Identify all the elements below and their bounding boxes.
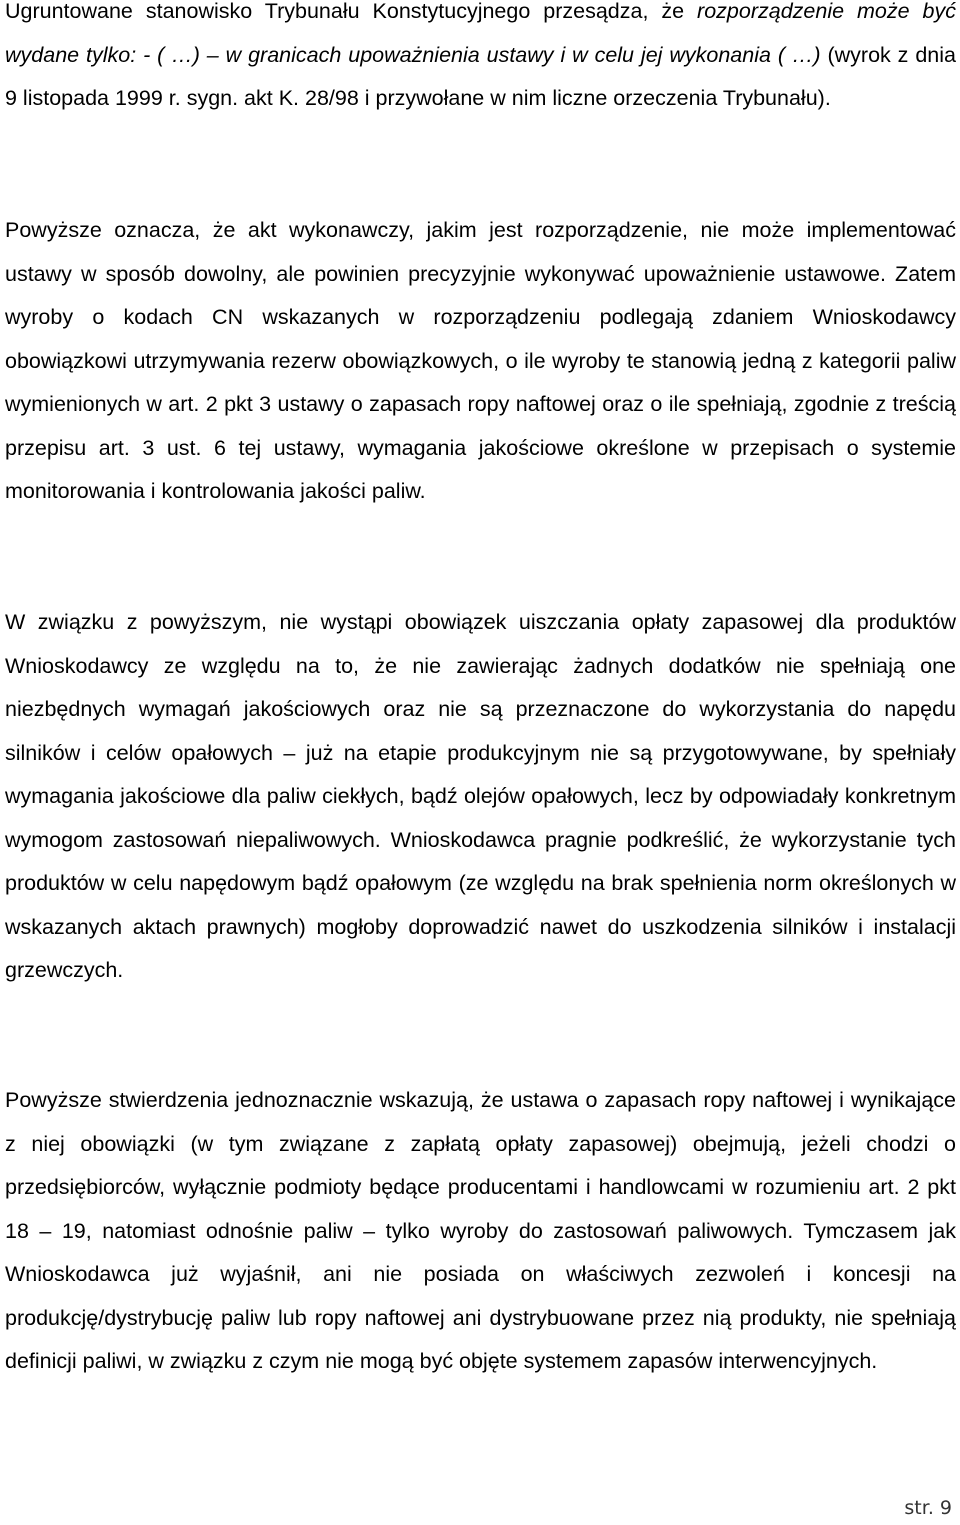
paragraph-3: W związku z powyższym, nie wystąpi obowiązek uiszczania opłaty zapasowej dla produktów Wnioskodawcy ze względu na to, że nie zawierając żadnych dodatków nie spełniają one niezbędnych wymagań jakościowych oraz nie są przeznaczone do wykorzystania do napędu silników i celów opałowych – już na etapie produkcyjnym nie są przygotowywane, by spełniały wymagania jakościowe dla paliw ciekłych, bądź olejów opałowych, lecz by odpowiadały konkretnym wymogom zastosowań niepaliwowych. Wnioskodawca pragnie podkreślić, że wykorzystanie tych produktów w celu napędowym bądź opałowym (ze względu na brak spełnienia norm określonych w wskazanych aktach prawnych) mogłoby doprowadzić nawet do uszkodzenia silników i instalacji grzewczych. xyxy=(5,610,956,982)
paragraph-1-text-a: Ugruntowane stanowisko Trybunału Konstytucyjnego przesądza, że xyxy=(5,0,698,23)
paragraph-1 xyxy=(5,0,956,121)
paragraph-4: Powyższe stwierdzenia jednoznacznie wskazują, że ustawa o zapasach ropy naftowej i wynikające z niej obowiązki (w tym związane z zapłatą opłaty zapasowej) obejmują, jeżeli chodzi o przedsiębiorców, wyłącznie podmioty będące producentami i handlowcami w rozumieniu art. 2 pkt 18 – 19, natomiast odnośnie paliw – tylko wyroby do zastosowań paliwowych. Tymczasem jak Wnioskodawca już wyjaśnił, ani nie posiada on właściwych zezwoleń i koncesji na produkcję/dystrybucję paliw lub ropy naftowej ani dystrybuowane przez nią produkty, nie spełniają definicji paliwi, w związku z czym nie mogą być objęte systemem zapasów interwencyjnych. xyxy=(5,1088,956,1373)
paragraph-2: Powyższe oznacza, że akt wykonawczy, jakim jest rozporządzenie, nie może implementować ustawy w sposób dowolny, ale powinien precyzyjnie wykonywać upoważnienie ustawowe. Zatem wyroby o kodach CN wskazanych w rozporządzeniu podlegają zdaniem Wnioskodawcy obowiązkowi utrzymywania rezerw obowiązkowych, o ile wyroby te stanowią jedną z kategorii paliw wymienionych w art. 2 pkt 3 ustawy o zapasach ropy naftowej oraz o ile spełniają, zgodnie z treścią przepisu art. 3 ust. 6 tej ustawy, wymagania jakościowe określone w przepisach o systemie monitorowania i kontrolowania jakości paliw. xyxy=(5,218,956,503)
page-number: str. 9 xyxy=(904,1497,952,1519)
paragraph-1-quote: rozporządzenie może być wydane tylko: - ( …) – w granicach upoważnienia ustawy i w celu jej wykonania ( …) xyxy=(5,0,956,67)
paragraph-1-text-b: (wyrok z dnia 9 listopada 1999 r. sygn. akt K. 28/98 i przywołane w nim liczne orzeczenia Trybunału). xyxy=(5,42,956,110)
